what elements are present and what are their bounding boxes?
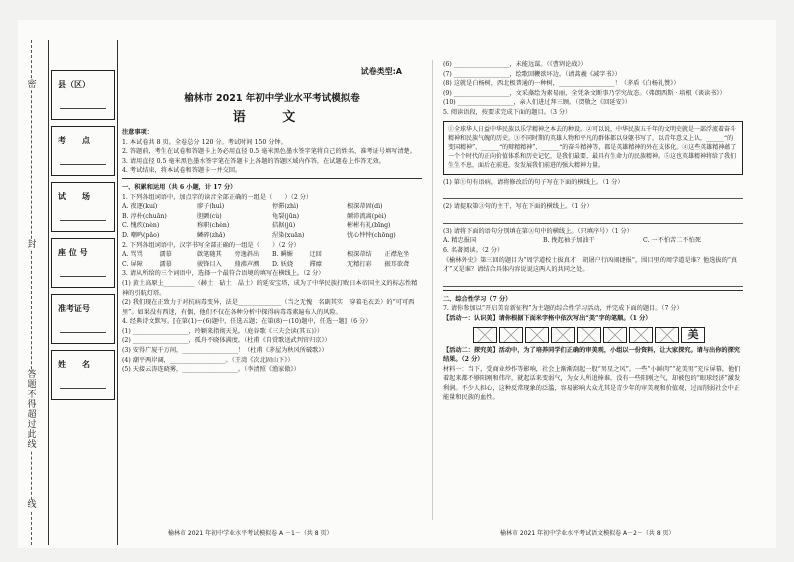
q1-option-row: C. 愧疚(nèn) 称职(chèn) 拮据(jū) 彬彬有礼(bīng) bbox=[122, 222, 391, 230]
paper-type-label: 试卷类型:A bbox=[360, 67, 402, 76]
page-divider bbox=[432, 60, 433, 520]
seal-line bbox=[18, 40, 46, 545]
answer-line[interactable] bbox=[443, 190, 743, 199]
recite-line: (7) __________________，绘歌回鞭欲坏边。（请蒿羲《减字书》） bbox=[443, 70, 621, 78]
subject-title: 语 文 bbox=[232, 110, 312, 125]
seal-char-top: 密 bbox=[24, 80, 40, 90]
exam-title: 榆林市 2021 年初中学业水平考试模拟卷 bbox=[184, 93, 360, 104]
notes-item: 2. 答题前，考生在试卷和答题卡上务必用直径 0.5 毫米黑色墨水签字笔将自己的姓名、准考证号填写清楚。 bbox=[122, 148, 416, 156]
question-6-text: 《榆林外史》第三回的题目为“周学道校士拔真才 胡屠户行凶闹捷报”，围目里的周学道是谁？他选拔的“真才”又是谁？请结合具体内容说说这两人的共同之处。 bbox=[443, 256, 738, 274]
stroke-order-grid bbox=[473, 327, 743, 343]
question-6: 6. 名著阅读。（2 分） bbox=[443, 246, 504, 254]
question-5: 5. 阅读语段，按要求完成下面的题目。（3 分） bbox=[443, 108, 572, 116]
question-4: 4. 经典诗文默写。[在第(1)～(6)题中，任选五题；在第(8)～(10)题中，任选一题]（6 分） bbox=[122, 318, 372, 326]
exam-site-box[interactable]: 考 点 bbox=[51, 126, 115, 176]
exam-room-box[interactable]: 试 场 bbox=[51, 182, 115, 232]
seal-char-bottom: 线 bbox=[24, 500, 40, 510]
grid-cell[interactable] bbox=[551, 327, 575, 343]
grid-cell[interactable] bbox=[525, 327, 549, 343]
notes-heading: 注意事项： bbox=[122, 129, 153, 136]
recite-line: (5) 天接云涛连晓雾，__________________。（李清照《渔家傲》） bbox=[122, 366, 300, 374]
grid-cell-char: 美 bbox=[681, 327, 705, 343]
q2-option-row: C. 屏障 濡慕 骏锋目入 鼎沸声溯 D. 妖娆 滞瘴 无精打彩 振耳欲聋 bbox=[122, 260, 410, 268]
divider bbox=[122, 178, 422, 179]
grid-cell[interactable] bbox=[629, 327, 653, 343]
grid-cell[interactable] bbox=[499, 327, 523, 343]
page-2 bbox=[443, 60, 743, 403]
reading-passage: ①全球华人日益中华民族以乐学精神之本去的种设。②可以说，中华民族五千年的文明史就是一部浮流着奋斗精神和民族气魄的历史。③不同时期的英雄人物和平凡的群体都以身躯书写了，以青年意义上认，______“的变国精神”，______“的辩精精神”，______“的奋斗精神等，都是英雄精神的外在支体化。④这些英雄精神蕴了一个个时代的正向价值体系和历史记忆，是我们最要、最具有生命力的民族精神。⑤这也英雄精神将给了我们生生不息，面后在前进，发发展我们前进的强大精神力量。 bbox=[443, 121, 743, 175]
grid-cell[interactable] bbox=[577, 327, 601, 343]
question-5-3: (3) 请将下面的语句分别填在第③句中的横线上。（只填序号）（1 分） bbox=[443, 227, 633, 235]
question-3: 3. 请从所给的三个词语中，选择一个最符合语境的填写在横线上。（2 分） bbox=[122, 270, 325, 278]
binding-strip bbox=[18, 40, 118, 545]
material-text: 材料一：当下，受商业炒作等影响，社会上渐渐刮起一股“男星之风”。一些“小鲜肉”“花美男”充斥屏幕，他们着起来都不够阳刚和伟岸，就起话来变弱气，为女人所追捧谁，没有一些阳刚之气，却被包的“眼球经济”激发利润。不少人担心，这种反常现象的泛滥，容易影响大众尤其是青少年的审美观和价值观，过而削弱社会中正能量和民族的血性。 bbox=[443, 365, 741, 402]
notes-item: 4. 考试结束，将本试卷和答题卡一并交回。 bbox=[122, 167, 242, 175]
page2-footer: 榆林市 2021 年初中学业水平考试语文模拟卷 A－2－（共 8 页） bbox=[500, 530, 675, 537]
recite-line: (2) __________________，孤舟不晓体满度。（杜甫《自赏歌送武判官归京》） bbox=[122, 337, 331, 345]
section2-heading: 二、综合性学习（7 分） bbox=[443, 295, 512, 303]
recite-line: (1) __________________，玲颖来指彻天见。（庭谷歌《三夫会读(其五)》） bbox=[122, 327, 324, 335]
activity-1: 【活动一：认识美】请你根据下面米字格中依次写出“美”字的笔顺。（1 分） bbox=[443, 314, 652, 322]
section1-heading: 一、积累和运用（共 6 小题，计 17 分） bbox=[122, 183, 237, 191]
question-3-2: (2) 我们现在正致力于对抗病毒变异，法是______________（当之无愧 名副其实 穿着毛衣丢）的“可可西里”。如果没有西迷，有偶，他们不仅在各种分析中探得病毒毒素遍布人的风险。 bbox=[122, 299, 415, 316]
county-box[interactable]: 县（区） bbox=[51, 70, 115, 120]
q2-option-row: A. 骂骂 濡慕 啟笔随其 旁逸斜出 B. 瞬媚 迂回 根深蒂结 正襟危坐 bbox=[122, 251, 410, 259]
q1-option-row: B. 淳朴(chuān) 胆颤(cù) 龟裂(jūn) 颠沛流离(pèi) bbox=[122, 212, 387, 220]
recite-line: (8) 这就是白杨树，西北极普通的一种树，__________________！（茅盾《白杨礼赞》） bbox=[443, 80, 680, 88]
page1-footer: 榆林市 2021 年初中学业水平考试模拟卷 A －1－（共 8 页） bbox=[168, 530, 333, 537]
answer-line[interactable] bbox=[443, 278, 743, 287]
candidate-info-boxes bbox=[51, 70, 115, 406]
notes-item: 3. 请用直径 0.5 毫米黑色墨水签字笔在答题卡上各题的答题区域内作答，在试题卷上作答无效。 bbox=[122, 157, 385, 165]
notes-item: 1. 本试卷共 8 页。全卷总分 120 分。考试时间 150 分钟。 bbox=[122, 138, 287, 146]
recite-line: (10) __________________，亲人们进过拜三顾。（贺敬之《回延安》） bbox=[443, 99, 631, 107]
recite-line: (4) 潮平两岸阔，__________________。（王湾《次北固山下》） bbox=[122, 356, 294, 364]
answer-line[interactable] bbox=[443, 215, 743, 224]
question-3-1: (1) 黄土高原上__________（赫土 砧土 晶土）的延安宝塔，成为了中华民族打败日本帝国主义的标志性精神的引航灯塔。 bbox=[122, 279, 418, 297]
recite-line: (3) 安得广厦千万间，__________________！（杜甫《茅屋为秋风所破歌》） bbox=[122, 347, 328, 355]
name-box[interactable]: 姓 名 bbox=[51, 350, 115, 400]
seal-note: 答题不得超过此线 bbox=[24, 370, 40, 450]
seat-number-box[interactable]: 座 位 号 bbox=[51, 238, 115, 288]
grid-cell[interactable] bbox=[473, 327, 497, 343]
recite-line: (9) __________________，文采藻绘为素易丽，全凭条文断事乃学究故态。（弗朗西斯 · 培根《谈读书》） bbox=[443, 89, 726, 97]
seal-char-mid: 封 bbox=[24, 240, 40, 250]
admission-number-box[interactable]: 准考证号 bbox=[51, 294, 115, 344]
question-2: 2. 下列各组词语中，汉字书写全部正确的一组是（ ）（2 分） bbox=[122, 241, 300, 249]
activity-2: 【活动二：探究美】活动中，为了培养同学们正确的审美观，小组以一份资料，让大家探究。请与出你的探究结果。（2 分） bbox=[443, 346, 740, 364]
question-1: 1. 下列各组词语中，加点字的读音全部正确的一组是（ ）（2 分） bbox=[122, 193, 313, 201]
recite-line: (6) __________________，未能远谋。（《曹刿论战》） bbox=[443, 61, 587, 68]
divider bbox=[443, 290, 743, 291]
q1-option-row: D. 嘲鸣(pǎo) 鳞碎(zhǎ) 涅染(xuān) 忧心忡忡(chōng) bbox=[122, 231, 396, 239]
question-7: 7. 请你参加以“开启美育新征程”为主题的综合性学习活动，并完成下面的题目。（7 分） bbox=[443, 305, 683, 313]
question-5-1: (1) 第①句有语病，请将修改后的句子写在下面的横线上。（1 分） bbox=[443, 178, 624, 186]
grid-cell[interactable] bbox=[603, 327, 627, 343]
grid-cell[interactable] bbox=[655, 327, 679, 343]
q1-option-row: A. 夜逐(kuí) 廖子(huì) 停滞(zhì) 根深蒂固(dì) bbox=[122, 203, 383, 211]
question-5-2: (2) 请提取第③句的主干，写在下面的横线上。（1 分） bbox=[443, 203, 593, 211]
q5-3-options: A. 精忠报国 B. 挽起袖子加油干 C. 一不怕苦二不怕死 bbox=[443, 237, 701, 245]
notes-block bbox=[122, 128, 422, 375]
